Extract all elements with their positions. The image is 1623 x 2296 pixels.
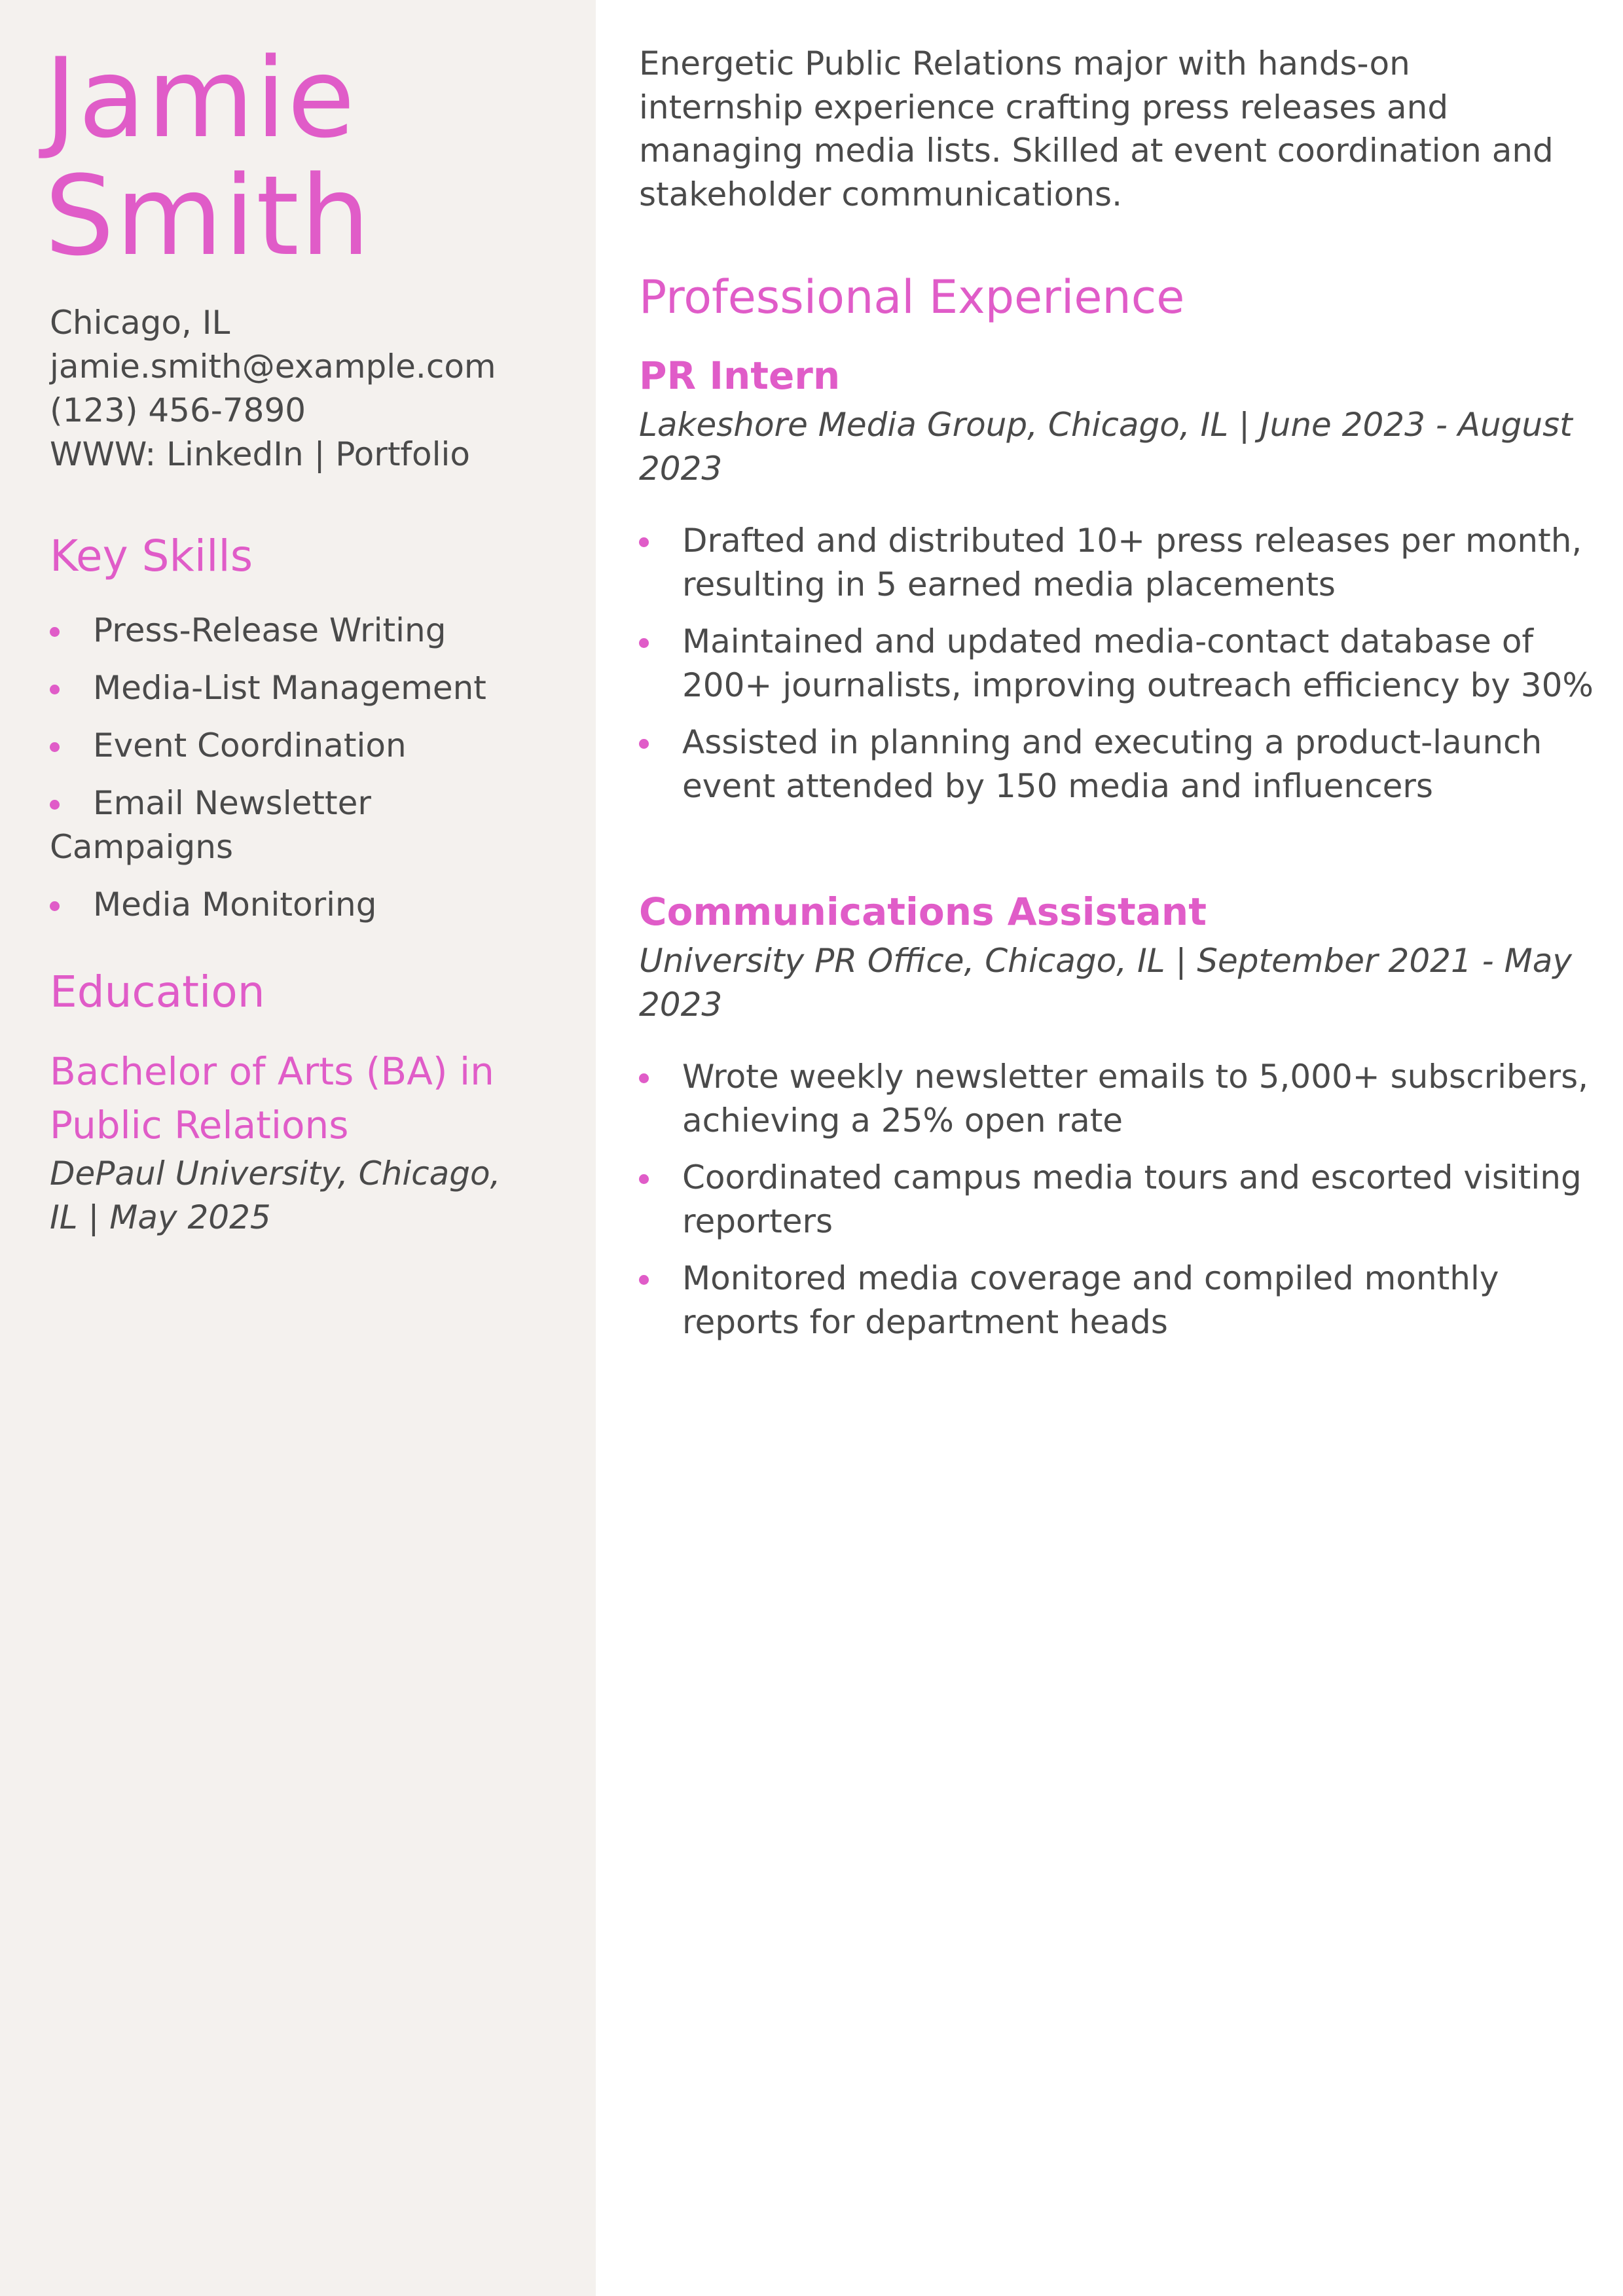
job-title: PR Intern — [639, 353, 841, 398]
job-meta-line: 2023 — [639, 450, 723, 488]
bullet-line: event attended by 150 media and influencers — [682, 767, 1433, 805]
contact-web-links[interactable]: WWW: LinkedIn | Portfolio — [50, 435, 470, 473]
contact-block — [50, 301, 556, 476]
job-bullet — [639, 519, 1582, 607]
job-bullet — [639, 620, 1594, 708]
contact-email[interactable]: jamie.smith@example.com — [50, 348, 496, 386]
bullet-line: Drafted and distributed 10+ press releases per month, — [682, 522, 1582, 560]
job-meta — [639, 403, 1573, 491]
degree-line: Bachelor of Arts (BA) in — [50, 1049, 494, 1094]
job-bullet — [639, 1055, 1589, 1143]
skills-heading: Key Skills — [50, 531, 253, 581]
summary — [639, 42, 1573, 216]
summary-line: internship experience crafting press releases and — [639, 88, 1449, 126]
bullet-line: Assisted in planning and executing a product-launch — [682, 723, 1542, 761]
job-meta — [639, 939, 1573, 1027]
main-content — [596, 0, 1623, 2296]
first-name: Jamie — [45, 34, 357, 162]
skills-list — [50, 609, 556, 927]
bullet-line: reports for department heads — [682, 1303, 1168, 1341]
education-meta-line: DePaul University, Chicago, — [50, 1155, 501, 1193]
degree-title — [50, 1045, 556, 1152]
bullet-line: 200+ journalists, improving outreach efficiency by 30% — [682, 666, 1594, 704]
education-meta — [50, 1152, 556, 1240]
bullet-line: reporters — [682, 1202, 833, 1240]
job-bullets — [639, 1055, 1589, 1344]
skill-item: Media-List Management — [50, 666, 556, 710]
education-meta-line: IL | May 2025 — [50, 1198, 271, 1236]
bullet-line: achieving a 25% open rate — [682, 1102, 1123, 1139]
job-entry — [639, 351, 1594, 808]
job-entry — [639, 887, 1589, 1344]
experience-heading: Professional Experience — [639, 270, 1185, 324]
skill-item: Press-Release Writing — [50, 609, 556, 653]
bullet-line: resulting in 5 earned media placements — [682, 565, 1336, 603]
education-heading: Education — [50, 967, 265, 1017]
last-name: Smith — [45, 152, 372, 280]
bullet-line: Monitored media coverage and compiled monthly — [682, 1259, 1499, 1297]
bullet-line: Maintained and updated media-contact database of — [682, 622, 1534, 660]
skill-item: Event Coordination — [50, 724, 556, 768]
job-meta-line: University PR Office, Chicago, IL | September 2021 - May — [639, 942, 1572, 980]
contact-location: Chicago, IL — [50, 304, 230, 342]
bullet-line: Wrote weekly newsletter emails to 5,000+ subscribers, — [682, 1058, 1589, 1096]
job-title: Communications Assistant — [639, 889, 1207, 934]
skill-item: Media Monitoring — [50, 883, 556, 927]
job-bullet — [639, 721, 1573, 808]
job-bullet — [639, 1156, 1582, 1244]
job-bullets — [639, 519, 1594, 808]
summary-line: Energetic Public Relations major with hands-on — [639, 45, 1410, 82]
bullet-line: Coordinated campus media tours and escorted visiting — [682, 1158, 1582, 1196]
candidate-name — [45, 34, 556, 280]
skill-item: Email Newsletter Campaigns — [50, 781, 556, 869]
summary-line: managing media lists. Skilled at event coordination and — [639, 132, 1554, 170]
sidebar — [0, 0, 596, 2296]
summary-line: stakeholder communications. — [639, 175, 1122, 213]
degree-line: Public Relations — [50, 1103, 349, 1147]
contact-phone: (123) 456-7890 — [50, 391, 306, 429]
job-meta-line: 2023 — [639, 986, 723, 1024]
job-meta-line: Lakeshore Media Group, Chicago, IL | June 2023 - August — [639, 406, 1573, 444]
job-bullet — [639, 1257, 1573, 1344]
